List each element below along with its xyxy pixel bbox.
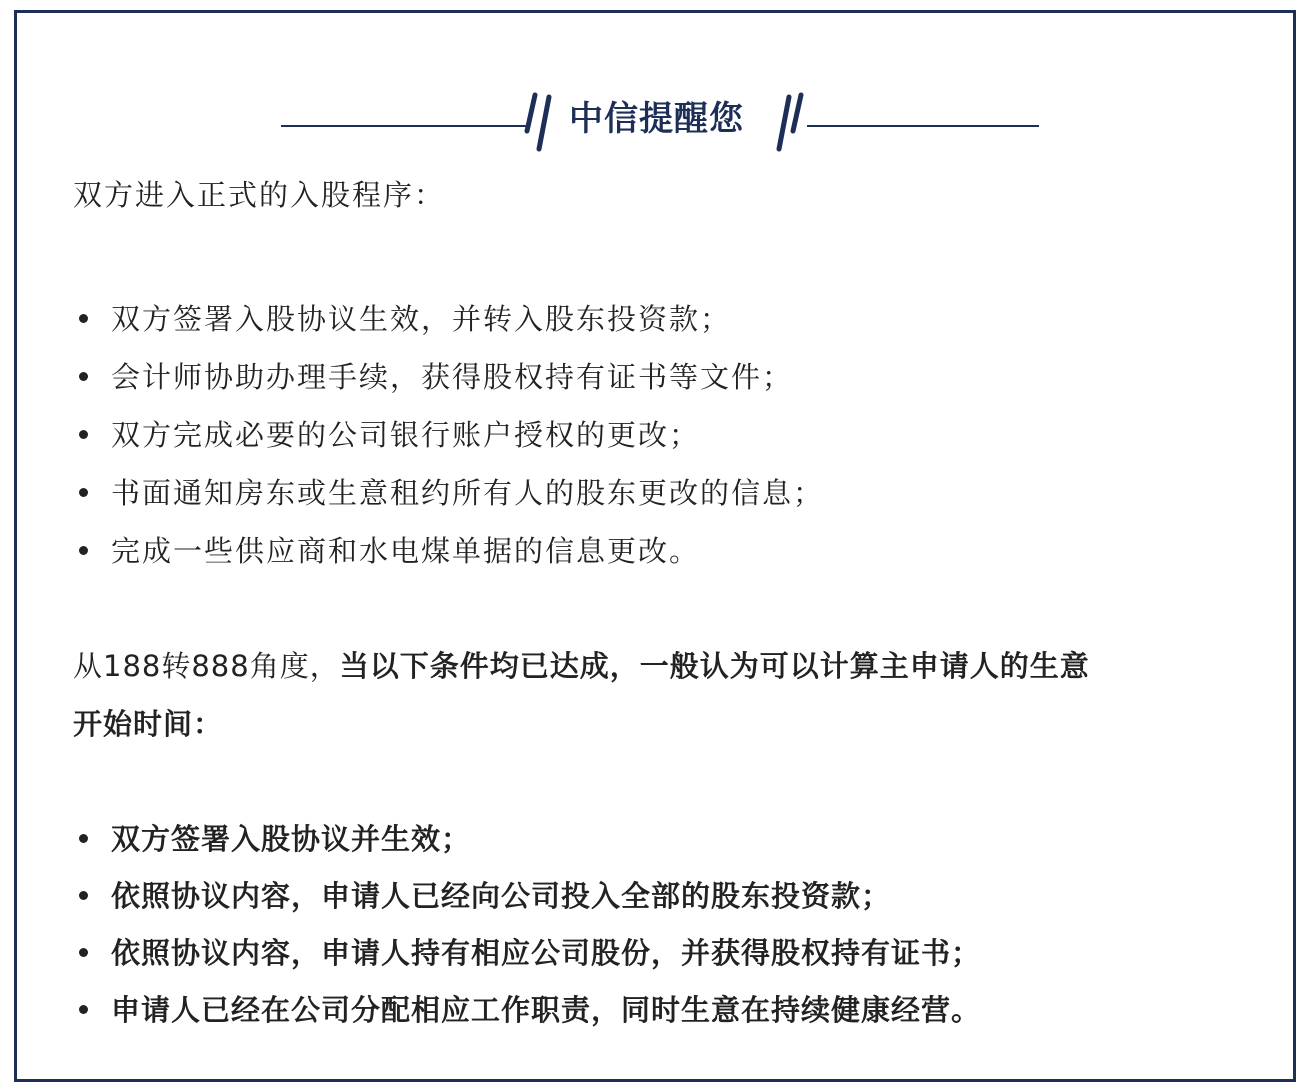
conditions-list	[73, 819, 981, 1047]
bullet-icon	[79, 948, 88, 957]
list-item	[73, 876, 981, 933]
list-item-text: 双方签署入股协议并生效；	[111, 822, 472, 856]
list-item-text: 双方签署入股协议生效，并转入股东投资款；	[111, 302, 732, 336]
bullet-icon	[79, 1005, 88, 1014]
double-slash-left-icon	[517, 91, 557, 153]
header-rule-right	[807, 125, 1039, 127]
header-title: 中信提醒您	[569, 99, 744, 139]
bullet-icon	[79, 314, 88, 323]
double-slash-right-icon	[771, 91, 811, 153]
list-item	[73, 990, 981, 1047]
paragraph-bold-line2: 开始时间：	[73, 707, 224, 741]
conditions-paragraph	[73, 637, 1263, 753]
list-item	[73, 473, 824, 531]
paragraph-bold: 当以下条件均已达成，一般认为可以计算主申请人的生意	[339, 649, 1090, 683]
list-item-text: 申请人已经在公司分配相应工作职责，同时生意在持续健康经营。	[111, 993, 982, 1027]
paragraph-lead: 从188转888角度，	[73, 649, 340, 683]
bullet-icon	[79, 834, 88, 843]
header-rule-left	[281, 125, 527, 127]
bullet-icon	[79, 372, 88, 381]
list-item	[73, 357, 824, 415]
intro-text: 双方进入正式的入股程序：	[73, 178, 446, 212]
list-item-text: 会计师协助办理手续，获得股权持有证书等文件；	[111, 360, 794, 394]
content-frame	[14, 10, 1296, 1082]
list-item	[73, 531, 824, 589]
list-item-text: 完成一些供应商和水电煤单据的信息更改。	[111, 534, 701, 568]
section-header	[17, 91, 1293, 161]
list-item	[73, 299, 824, 357]
steps-list	[73, 299, 824, 589]
bullet-icon	[79, 546, 88, 555]
list-item	[73, 819, 981, 876]
list-item-text: 书面通知房东或生意租约所有人的股东更改的信息；	[111, 476, 825, 510]
bullet-icon	[79, 488, 88, 497]
list-item-text: 双方完成必要的公司银行账户授权的更改；	[111, 418, 701, 452]
bullet-icon	[79, 891, 88, 900]
list-item-text: 依照协议内容，申请人已经向公司投入全部的股东投资款；	[111, 879, 892, 913]
bullet-icon	[79, 430, 88, 439]
list-item	[73, 415, 824, 473]
list-item	[73, 933, 981, 990]
list-item-text: 依照协议内容，申请人持有相应公司股份，并获得股权持有证书；	[111, 936, 982, 970]
